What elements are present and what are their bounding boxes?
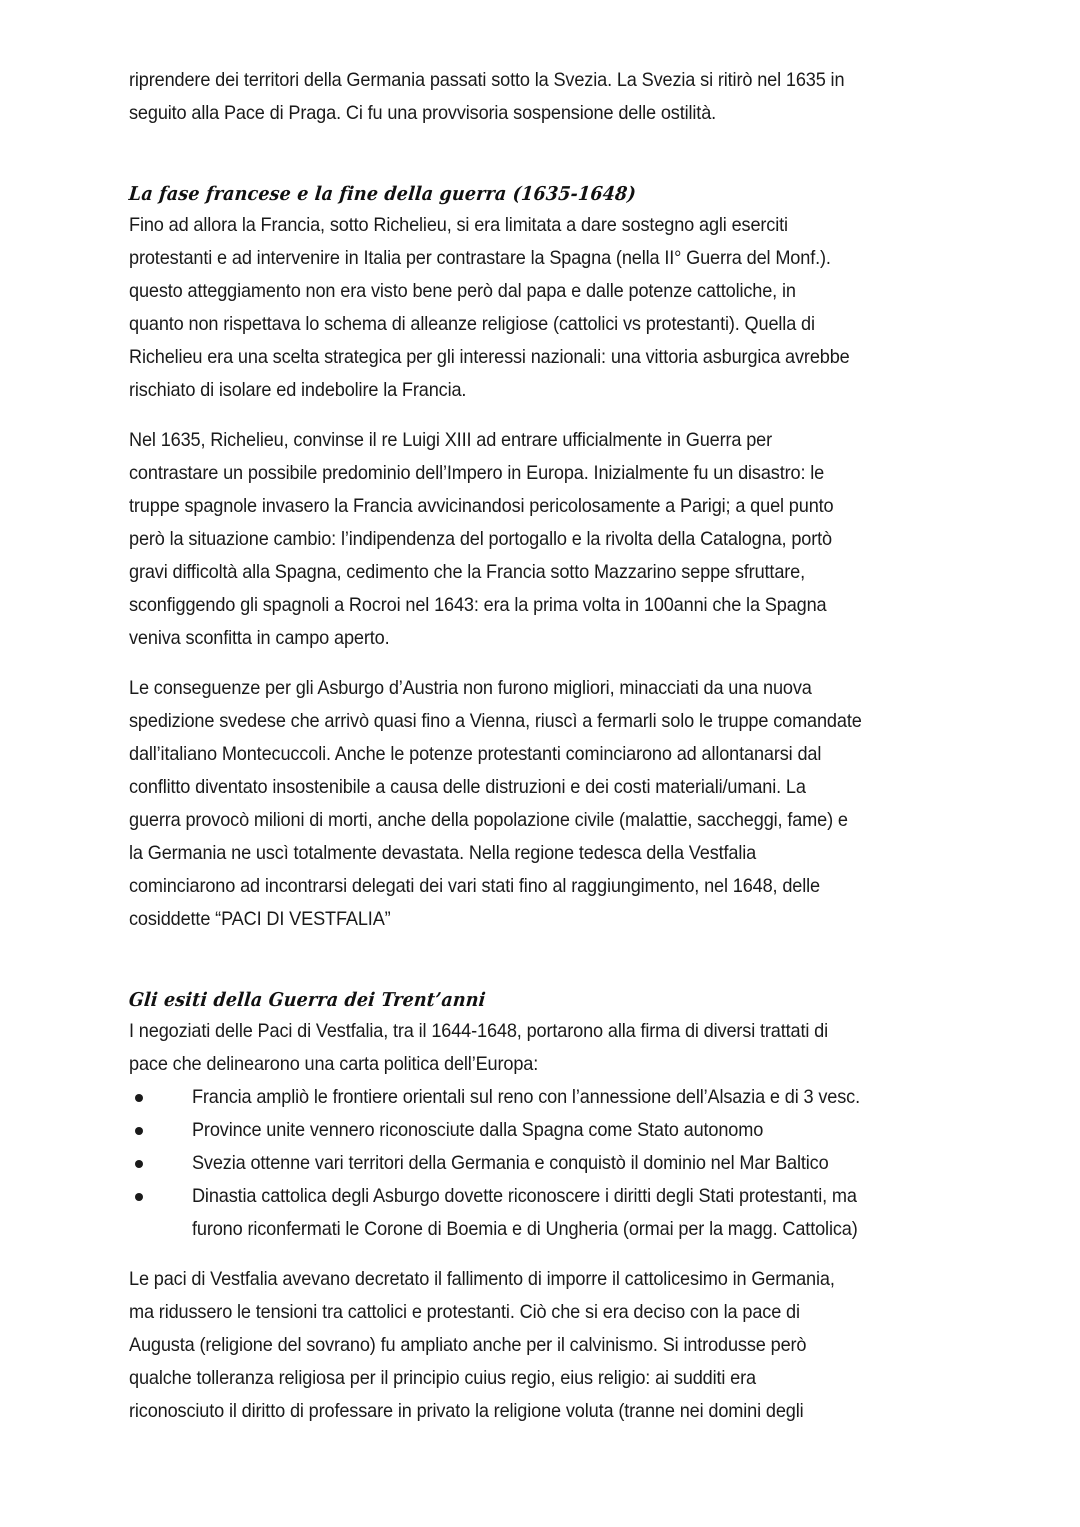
paragraph	[129, 1015, 1029, 1081]
text-line: la Germania ne uscì totalmente devastata. Nella regione tedesca della Vestfalia	[129, 842, 757, 864]
bullet-icon	[135, 1094, 143, 1102]
text-line: cominciarono ad incontrarsi delegati dei vari stati fino al raggiungimento, nel 1648, delle	[129, 875, 820, 897]
text-line: seguito alla Pace di Praga. Ci fu una provvisoria sospensione delle ostilità.	[129, 102, 717, 124]
text-line: Province unite vennero riconosciute dalla Spagna come Stato autonomo	[191, 1119, 764, 1141]
text-line: Dinastia cattolica degli Asburgo dovette riconoscere i diritti degli Stati protestanti, ma	[191, 1185, 857, 1207]
text-line: riprendere dei territori della Germania passati sotto la Svezia. La Svezia si ritirò nel 1635 in	[129, 69, 845, 91]
text-line: qualche tolleranza religiosa per il principio cuius regio, eius religio: ai sudditi era	[129, 1367, 756, 1389]
text-line: Richelieu era una scelta strategica per gli interessi nazionali: una vittoria asburgica avrebbe	[129, 346, 850, 368]
text-line: Fino ad allora la Francia, sotto Richelieu, si era limitata a dare sostegno agli eserciti	[129, 214, 788, 236]
text-line: protestanti e ad intervenire in Italia per contrastare la Spagna (nella II° Guerra del Monf.).	[129, 247, 831, 269]
text-line: Nel 1635, Richelieu, convinse il re Luigi XIII ad entrare ufficialmente in Guerra per	[129, 429, 773, 451]
paragraph	[129, 1263, 1029, 1428]
text-line: contrastare un possibile predominio dell’Impero in Europa. Inizialmente fu un disastro: le	[129, 462, 825, 484]
text-line: Le paci di Vestfalia avevano decretato il fallimento di imporre il cattolicesimo in Germania,	[129, 1268, 835, 1290]
text-line: conflitto diventato insostenibile a causa delle distruzioni e dei costi materiali/umani. La	[129, 776, 806, 798]
bullet-icon	[135, 1193, 143, 1201]
text-line: I negoziati delle Paci di Vestfalia, tra il 1644-1648, portarono alla firma di diversi trattati di	[129, 1020, 829, 1042]
section-heading: Gli esiti della Guerra dei Trent’anni	[127, 989, 487, 1011]
text-line: pace che delinearono una carta politica dell’Europa:	[129, 1053, 539, 1075]
text-line: gravi difficoltà alla Spagna, cedimento che la Francia sotto Mazzarino seppe sfruttare,	[129, 561, 806, 583]
section-french-phase	[129, 179, 1029, 936]
text-line: veniva sconfitta in campo aperto.	[129, 627, 390, 649]
text-line: guerra provocò milioni di morti, anche della popolazione civile (malattie, saccheggi, fame) e	[129, 809, 848, 831]
section-heading: La fase francese e la fine della guerra (1635-1648)	[127, 183, 637, 205]
document-page	[129, 64, 1029, 1428]
intro-paragraph	[129, 64, 1029, 130]
paragraph	[129, 424, 1029, 655]
text-line: Le conseguenze per gli Asburgo d’Austria non furono migliori, minacciati da una nuova	[129, 677, 812, 699]
section-outcomes	[129, 985, 1029, 1428]
text-line: questo atteggiamento non era visto bene però dal papa e dalle potenze cattoliche, in	[129, 280, 796, 302]
list-item	[165, 1114, 1029, 1147]
text-line: rischiato di isolare ed indebolire la Francia.	[129, 379, 467, 401]
bullet-icon	[135, 1160, 143, 1168]
text-line: Svezia ottenne vari territori della Germania e conquistò il dominio nel Mar Baltico	[191, 1152, 829, 1174]
text-line: spedizione svedese che arrivò quasi fino a Vienna, riuscì a fermarli solo le truppe comandate	[129, 710, 862, 732]
bullet-icon	[135, 1127, 143, 1135]
text-line: dall’italiano Montecuccoli. Anche le potenze protestanti cominciarono ad allontanarsi dal	[129, 743, 822, 765]
text-line: Augusta (religione del sovrano) fu ampliato anche per il calvinismo. Si introdusse però	[129, 1334, 807, 1356]
text-line: sconfiggendo gli spagnoli a Rocroi nel 1643: era la prima volta in 100anni che la Spagna	[129, 594, 827, 616]
text-line: furono riconfermati le Corone di Boemia e di Ungheria (ormai per la magg. Cattolica)	[191, 1218, 858, 1240]
paragraph	[129, 672, 1029, 936]
bullet-list	[129, 1081, 1029, 1246]
text-line: cosiddette “PACI DI VESTFALIA”	[129, 908, 391, 930]
text-line: riconosciuto il diritto di professare in privato la religione voluta (tranne nei domini degli	[129, 1400, 804, 1422]
list-item	[165, 1081, 1029, 1114]
text-line: Francia ampliò le frontiere orientali sul reno con l’annessione dell’Alsazia e di 3 vesc.	[191, 1086, 860, 1108]
text-line: ma ridussero le tensioni tra cattolici e protestanti. Ciò che si era deciso con la pace di	[129, 1301, 800, 1323]
text-line: quanto non rispettava lo schema di alleanze religiose (cattolici vs protestanti). Quella di	[129, 313, 815, 335]
list-item	[165, 1180, 1029, 1246]
text-line: truppe spagnole invasero la Francia avvicinandosi pericolosamente a Parigi; a quel punto	[129, 495, 834, 517]
text-line: però la situazione cambio: l’indipendenza del portogallo e la rivolta della Catalogna, portò	[129, 528, 832, 550]
paragraph	[129, 209, 1029, 407]
list-item	[165, 1147, 1029, 1180]
